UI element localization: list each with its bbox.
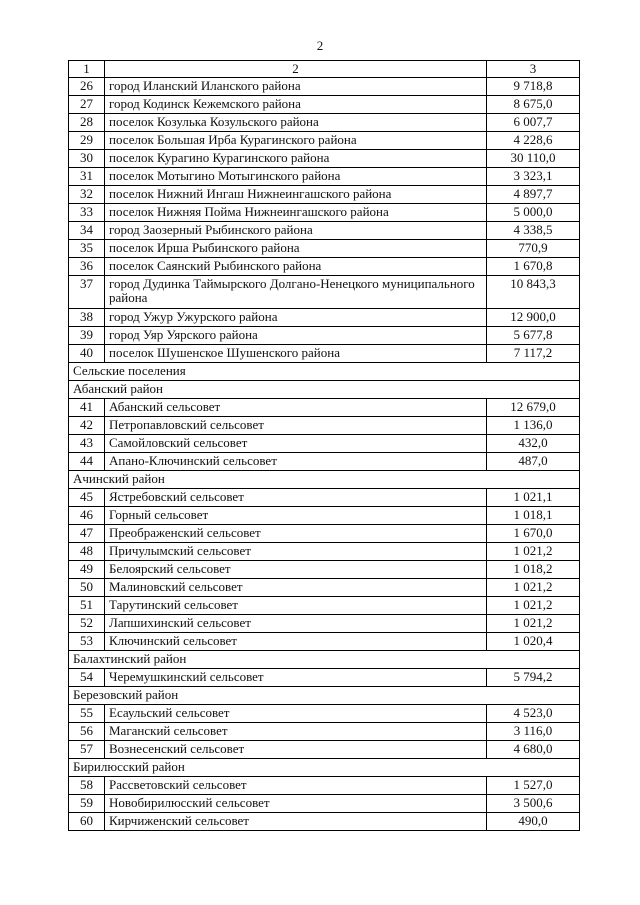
row-name: город Дудинка Таймырского Долгано-Ненецкого муниципального района (105, 276, 487, 309)
row-number: 36 (69, 258, 105, 276)
row-name: поселок Мотыгино Мотыгинского района (105, 168, 487, 186)
table-row (69, 723, 580, 741)
row-number: 27 (69, 96, 105, 114)
row-number: 31 (69, 168, 105, 186)
row-number: 50 (69, 579, 105, 597)
row-value: 12 900,0 (487, 309, 580, 327)
row-number: 48 (69, 543, 105, 561)
section-title: Балахтинский район (69, 651, 580, 669)
row-name: поселок Шушенское Шушенского района (105, 345, 487, 363)
row-number: 44 (69, 453, 105, 471)
row-number: 35 (69, 240, 105, 258)
row-name: поселок Большая Ирба Курагинского района (105, 132, 487, 150)
header-cell-number: 1 (69, 61, 105, 78)
row-number: 28 (69, 114, 105, 132)
row-value: 1 021,2 (487, 597, 580, 615)
row-value: 5 794,2 (487, 669, 580, 687)
table-row (69, 150, 580, 168)
row-number: 29 (69, 132, 105, 150)
row-value: 1 527,0 (487, 777, 580, 795)
row-value: 490,0 (487, 813, 580, 831)
row-name: поселок Козулька Козульского района (105, 114, 487, 132)
row-name: город Заозерный Рыбинского района (105, 222, 487, 240)
header-cell-value: 3 (487, 61, 580, 78)
table-row (69, 741, 580, 759)
row-value: 4 523,0 (487, 705, 580, 723)
section-title: Ачинский район (69, 471, 580, 489)
row-number: 46 (69, 507, 105, 525)
row-value: 30 110,0 (487, 150, 580, 168)
row-name: Белоярский сельсовет (105, 561, 487, 579)
row-number: 58 (69, 777, 105, 795)
row-name: Кирчиженский сельсовет (105, 813, 487, 831)
table-row (69, 327, 580, 345)
row-value: 3 323,1 (487, 168, 580, 186)
row-value: 5 000,0 (487, 204, 580, 222)
row-name: Самойловский сельсовет (105, 435, 487, 453)
row-number: 42 (69, 417, 105, 435)
row-value: 1 020,4 (487, 633, 580, 651)
table-row (69, 777, 580, 795)
row-value: 10 843,3 (487, 276, 580, 309)
row-value: 4 228,6 (487, 132, 580, 150)
row-number: 52 (69, 615, 105, 633)
row-number: 60 (69, 813, 105, 831)
table-row (69, 633, 580, 651)
allocation-table (68, 60, 580, 831)
row-name: Апано-Ключинский сельсовет (105, 453, 487, 471)
row-value: 1 670,0 (487, 525, 580, 543)
section-row (69, 651, 580, 669)
row-name: Преображенский сельсовет (105, 525, 487, 543)
table-row (69, 222, 580, 240)
row-value: 3 116,0 (487, 723, 580, 741)
row-value: 7 117,2 (487, 345, 580, 363)
row-name: Вознесенский сельсовет (105, 741, 487, 759)
table-row (69, 453, 580, 471)
table-row (69, 579, 580, 597)
table-row (69, 507, 580, 525)
table-row (69, 813, 580, 831)
row-value: 1 021,1 (487, 489, 580, 507)
row-name: Маганский сельсовет (105, 723, 487, 741)
row-name: город Кодинск Кежемского района (105, 96, 487, 114)
row-value: 4 680,0 (487, 741, 580, 759)
row-name: город Ужур Ужурского района (105, 309, 487, 327)
table-row (69, 615, 580, 633)
row-name: город Уяр Уярского района (105, 327, 487, 345)
table-row (69, 345, 580, 363)
row-number: 59 (69, 795, 105, 813)
row-value: 5 677,8 (487, 327, 580, 345)
row-value: 1 018,2 (487, 561, 580, 579)
row-name: Есаульский сельсовет (105, 705, 487, 723)
section-row (69, 381, 580, 399)
table-row (69, 543, 580, 561)
row-number: 30 (69, 150, 105, 168)
row-value: 3 500,6 (487, 795, 580, 813)
row-value: 8 675,0 (487, 96, 580, 114)
row-value: 1 670,8 (487, 258, 580, 276)
row-number: 38 (69, 309, 105, 327)
row-number: 47 (69, 525, 105, 543)
row-value: 432,0 (487, 435, 580, 453)
table-row (69, 78, 580, 96)
row-name: Рассветовский сельсовет (105, 777, 487, 795)
table-row (69, 276, 580, 309)
row-value: 770,9 (487, 240, 580, 258)
row-number: 39 (69, 327, 105, 345)
row-number: 41 (69, 399, 105, 417)
table-row (69, 240, 580, 258)
table-row (69, 114, 580, 132)
table-row (69, 705, 580, 723)
table-row (69, 525, 580, 543)
table-row (69, 132, 580, 150)
row-number: 54 (69, 669, 105, 687)
table-row (69, 258, 580, 276)
row-number: 53 (69, 633, 105, 651)
row-name: поселок Нижний Ингаш Нижнеингашского района (105, 186, 487, 204)
row-number: 33 (69, 204, 105, 222)
row-name: поселок Нижняя Пойма Нижнеингашского района (105, 204, 487, 222)
row-name: поселок Ирша Рыбинского района (105, 240, 487, 258)
row-number: 51 (69, 597, 105, 615)
row-number: 32 (69, 186, 105, 204)
table-header-row (69, 61, 580, 78)
row-name: город Иланский Иланского района (105, 78, 487, 96)
row-name: Тарутинский сельсовет (105, 597, 487, 615)
row-name: Черемушкинский сельсовет (105, 669, 487, 687)
row-value: 4 897,7 (487, 186, 580, 204)
row-name: Ключинский сельсовет (105, 633, 487, 651)
row-number: 45 (69, 489, 105, 507)
row-number: 57 (69, 741, 105, 759)
row-number: 34 (69, 222, 105, 240)
row-number: 26 (69, 78, 105, 96)
table-row (69, 417, 580, 435)
table-row (69, 597, 580, 615)
row-value: 1 018,1 (487, 507, 580, 525)
section-title: Березовский район (69, 687, 580, 705)
row-value: 1 136,0 (487, 417, 580, 435)
table-row (69, 399, 580, 417)
row-value: 1 021,2 (487, 579, 580, 597)
section-row (69, 363, 580, 381)
row-number: 40 (69, 345, 105, 363)
row-value: 6 007,7 (487, 114, 580, 132)
row-number: 37 (69, 276, 105, 309)
row-name: Малиновский сельсовет (105, 579, 487, 597)
table-row (69, 435, 580, 453)
row-name: поселок Саянский Рыбинского района (105, 258, 487, 276)
section-row (69, 687, 580, 705)
table-row (69, 669, 580, 687)
table-row (69, 204, 580, 222)
row-number: 55 (69, 705, 105, 723)
row-name: Лапшихинский сельсовет (105, 615, 487, 633)
row-name: Петропавловский сельсовет (105, 417, 487, 435)
row-number: 56 (69, 723, 105, 741)
table-row (69, 489, 580, 507)
header-cell-name: 2 (105, 61, 487, 78)
row-value: 9 718,8 (487, 78, 580, 96)
table-row (69, 168, 580, 186)
table-row (69, 795, 580, 813)
row-name: Абанский сельсовет (105, 399, 487, 417)
section-title: Абанский район (69, 381, 580, 399)
row-name: Горный сельсовет (105, 507, 487, 525)
table-row (69, 96, 580, 114)
row-value: 487,0 (487, 453, 580, 471)
row-value: 12 679,0 (487, 399, 580, 417)
table-row (69, 561, 580, 579)
page-number: 2 (316, 38, 324, 53)
row-name: Ястребовский сельсовет (105, 489, 487, 507)
section-title: Бирилюсский район (69, 759, 580, 777)
table-body (69, 61, 580, 831)
section-row (69, 471, 580, 489)
row-value: 4 338,5 (487, 222, 580, 240)
row-name: Причулымский сельсовет (105, 543, 487, 561)
row-value: 1 021,2 (487, 615, 580, 633)
section-title: Сельские поселения (69, 363, 580, 381)
row-name: Новобирилюсский сельсовет (105, 795, 487, 813)
row-number: 49 (69, 561, 105, 579)
row-number: 43 (69, 435, 105, 453)
section-row (69, 759, 580, 777)
table-row (69, 186, 580, 204)
row-value: 1 021,2 (487, 543, 580, 561)
row-name: поселок Курагино Курагинского района (105, 150, 487, 168)
table-row (69, 309, 580, 327)
